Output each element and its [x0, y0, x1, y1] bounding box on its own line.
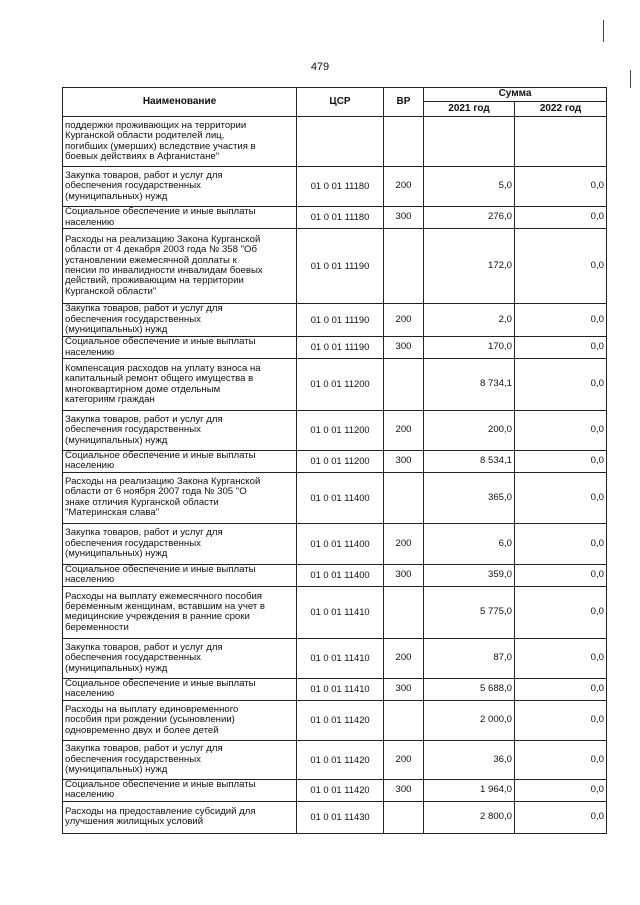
- row-name-cell: поддержки проживающих на территории Курганской области родителей лиц, погибших (умерших) вследствие участия в боевых действиях в Афганистане": [63, 117, 297, 167]
- row-vr-cell: 300: [384, 451, 424, 473]
- row-2021-cell: 5,0: [424, 167, 515, 207]
- row-name-cell: Закупка товаров, работ и услуг для обеспечения государственных (муниципальных) нужд: [63, 740, 297, 779]
- row-vr-cell: 200: [384, 411, 424, 451]
- scan-edge-mark: [630, 70, 631, 88]
- table-row: [63, 678, 607, 700]
- row-vr-cell: [384, 229, 424, 304]
- row-2022-cell: 0,0: [515, 304, 607, 337]
- row-2021-cell: 6,0: [424, 523, 515, 564]
- row-vr-cell: 300: [384, 337, 424, 359]
- row-2021-cell: 87,0: [424, 638, 515, 678]
- row-vr-cell: 200: [384, 523, 424, 564]
- row-2022-cell: 0,0: [515, 451, 607, 473]
- page-number: 479: [310, 61, 330, 73]
- row-vr-cell: [384, 700, 424, 740]
- row-csr-cell: 01 0 01 11410: [297, 678, 384, 700]
- table-row: [63, 117, 607, 167]
- row-csr-cell: 01 0 01 11420: [297, 779, 384, 801]
- row-csr-cell: 01 0 01 11190: [297, 229, 384, 304]
- row-2022-cell: [515, 117, 607, 167]
- row-csr-cell: [297, 117, 384, 167]
- row-2021-cell: 2 000,0: [424, 700, 515, 740]
- row-name-cell: Закупка товаров, работ и услуг для обеспечения государственных (муниципальных) нужд: [63, 523, 297, 564]
- column-header-name: Наименование: [63, 88, 297, 117]
- row-2022-cell: 0,0: [515, 779, 607, 801]
- row-2021-cell: 276,0: [424, 207, 515, 229]
- row-csr-cell: 01 0 01 11190: [297, 337, 384, 359]
- row-name-cell: Компенсация расходов на уплату взноса на капитальный ремонт общего имущества в многоквартирном доме отдельным категориям граждан: [63, 359, 297, 411]
- row-vr-cell: 200: [384, 304, 424, 337]
- row-2022-cell: 0,0: [515, 564, 607, 586]
- row-2021-cell: 365,0: [424, 472, 515, 523]
- row-csr-cell: 01 0 01 11410: [297, 586, 384, 638]
- row-csr-cell: 01 0 01 11400: [297, 564, 384, 586]
- table-row: [63, 638, 607, 678]
- row-2021-cell: 2 800,0: [424, 801, 515, 833]
- row-csr-cell: 01 0 01 11430: [297, 801, 384, 833]
- table-row: [63, 472, 607, 523]
- row-2021-cell: 200,0: [424, 411, 515, 451]
- row-vr-cell: [384, 472, 424, 523]
- row-vr-cell: 300: [384, 779, 424, 801]
- row-2021-cell: 170,0: [424, 337, 515, 359]
- row-name-cell: Социальное обеспечение и иные выплаты населению: [63, 564, 297, 586]
- row-name-cell: Социальное обеспечение и иные выплаты населению: [63, 451, 297, 473]
- row-csr-cell: 01 0 01 11190: [297, 304, 384, 337]
- row-2022-cell: 0,0: [515, 337, 607, 359]
- row-name-cell: Расходы на выплату ежемесячного пособия беременным женщинам, вставшим на учет в медицинские учреждения в ранние сроки беременности: [63, 586, 297, 638]
- table-row: [63, 411, 607, 451]
- column-header-csr: ЦСР: [297, 88, 384, 117]
- scan-edge-mark: [603, 20, 604, 42]
- row-csr-cell: 01 0 01 11200: [297, 451, 384, 473]
- row-2022-cell: 0,0: [515, 472, 607, 523]
- table-row: [63, 700, 607, 740]
- row-2021-cell: 5 688,0: [424, 678, 515, 700]
- table-row: [63, 167, 607, 207]
- row-2022-cell: 0,0: [515, 229, 607, 304]
- row-name-cell: Закупка товаров, работ и услуг для обеспечения государственных (муниципальных) нужд: [63, 167, 297, 207]
- row-2022-cell: 0,0: [515, 801, 607, 833]
- budget-table: [62, 87, 607, 834]
- row-csr-cell: 01 0 01 11180: [297, 207, 384, 229]
- row-name-cell: Социальное обеспечение и иные выплаты населению: [63, 678, 297, 700]
- row-name-cell: Расходы на выплату единовременного пособия при рождении (усыновлении) одновременно двух и более детей: [63, 700, 297, 740]
- row-2022-cell: 0,0: [515, 638, 607, 678]
- row-vr-cell: [384, 117, 424, 167]
- row-vr-cell: 200: [384, 638, 424, 678]
- row-2022-cell: 0,0: [515, 678, 607, 700]
- row-2021-cell: 8 734,1: [424, 359, 515, 411]
- table-row: [63, 801, 607, 833]
- row-2022-cell: 0,0: [515, 411, 607, 451]
- row-2022-cell: 0,0: [515, 586, 607, 638]
- row-csr-cell: 01 0 01 11200: [297, 411, 384, 451]
- row-2022-cell: 0,0: [515, 167, 607, 207]
- row-2022-cell: 0,0: [515, 700, 607, 740]
- table-row: [63, 564, 607, 586]
- row-csr-cell: 01 0 01 11420: [297, 740, 384, 779]
- row-csr-cell: 01 0 01 11180: [297, 167, 384, 207]
- table-row: [63, 740, 607, 779]
- row-vr-cell: 300: [384, 207, 424, 229]
- row-name-cell: Закупка товаров, работ и услуг для обеспечения государственных (муниципальных) нужд: [63, 304, 297, 337]
- row-2021-cell: 36,0: [424, 740, 515, 779]
- row-2022-cell: 0,0: [515, 207, 607, 229]
- row-2021-cell: 172,0: [424, 229, 515, 304]
- row-2021-cell: 1 964,0: [424, 779, 515, 801]
- row-csr-cell: 01 0 01 11420: [297, 700, 384, 740]
- row-2021-cell: 8 534,1: [424, 451, 515, 473]
- table-row: [63, 523, 607, 564]
- row-vr-cell: [384, 801, 424, 833]
- row-name-cell: Расходы на реализацию Закона Курганской области от 4 декабря 2003 года № 358 "Об установлении ежемесячной доплаты к пенсии по инвалидности инвалидам боевых действий, проживающим на территории Курганской области": [63, 229, 297, 304]
- row-name-cell: Закупка товаров, работ и услуг для обеспечения государственных (муниципальных) нужд: [63, 638, 297, 678]
- row-vr-cell: [384, 359, 424, 411]
- column-header-2021: 2021 год: [424, 102, 515, 117]
- row-name-cell: Закупка товаров, работ и услуг для обеспечения государственных (муниципальных) нужд: [63, 411, 297, 451]
- column-header-vr: ВР: [384, 88, 424, 117]
- table-row: [63, 207, 607, 229]
- table-body: [63, 117, 607, 834]
- table-header: [63, 88, 607, 117]
- row-2022-cell: 0,0: [515, 523, 607, 564]
- row-2021-cell: 2,0: [424, 304, 515, 337]
- row-vr-cell: 300: [384, 678, 424, 700]
- table-row: [63, 229, 607, 304]
- row-csr-cell: 01 0 01 11200: [297, 359, 384, 411]
- row-csr-cell: 01 0 01 11410: [297, 638, 384, 678]
- row-vr-cell: 200: [384, 740, 424, 779]
- row-csr-cell: 01 0 01 11400: [297, 523, 384, 564]
- table-row: [63, 304, 607, 337]
- table-row: [63, 779, 607, 801]
- table-row: [63, 359, 607, 411]
- row-2021-cell: [424, 117, 515, 167]
- row-2022-cell: 0,0: [515, 740, 607, 779]
- column-header-sum: Сумма: [424, 88, 607, 102]
- row-csr-cell: 01 0 01 11400: [297, 472, 384, 523]
- table-row: [63, 451, 607, 473]
- table-row: [63, 586, 607, 638]
- row-vr-cell: 200: [384, 167, 424, 207]
- table-row: [63, 337, 607, 359]
- row-vr-cell: 300: [384, 564, 424, 586]
- row-name-cell: Расходы на реализацию Закона Курганской области от 6 ноября 2007 года № 305 "О знаке отличия Курганской области "Материнская слава": [63, 472, 297, 523]
- row-vr-cell: [384, 586, 424, 638]
- row-name-cell: Социальное обеспечение и иные выплаты населению: [63, 207, 297, 229]
- row-name-cell: Расходы на предоставление субсидий для улучшения жилищных условий: [63, 801, 297, 833]
- row-name-cell: Социальное обеспечение и иные выплаты населению: [63, 779, 297, 801]
- row-2021-cell: 5 775,0: [424, 586, 515, 638]
- row-2021-cell: 359,0: [424, 564, 515, 586]
- row-2022-cell: 0,0: [515, 359, 607, 411]
- column-header-2022: 2022 год: [515, 102, 607, 117]
- row-name-cell: Социальное обеспечение и иные выплаты населению: [63, 337, 297, 359]
